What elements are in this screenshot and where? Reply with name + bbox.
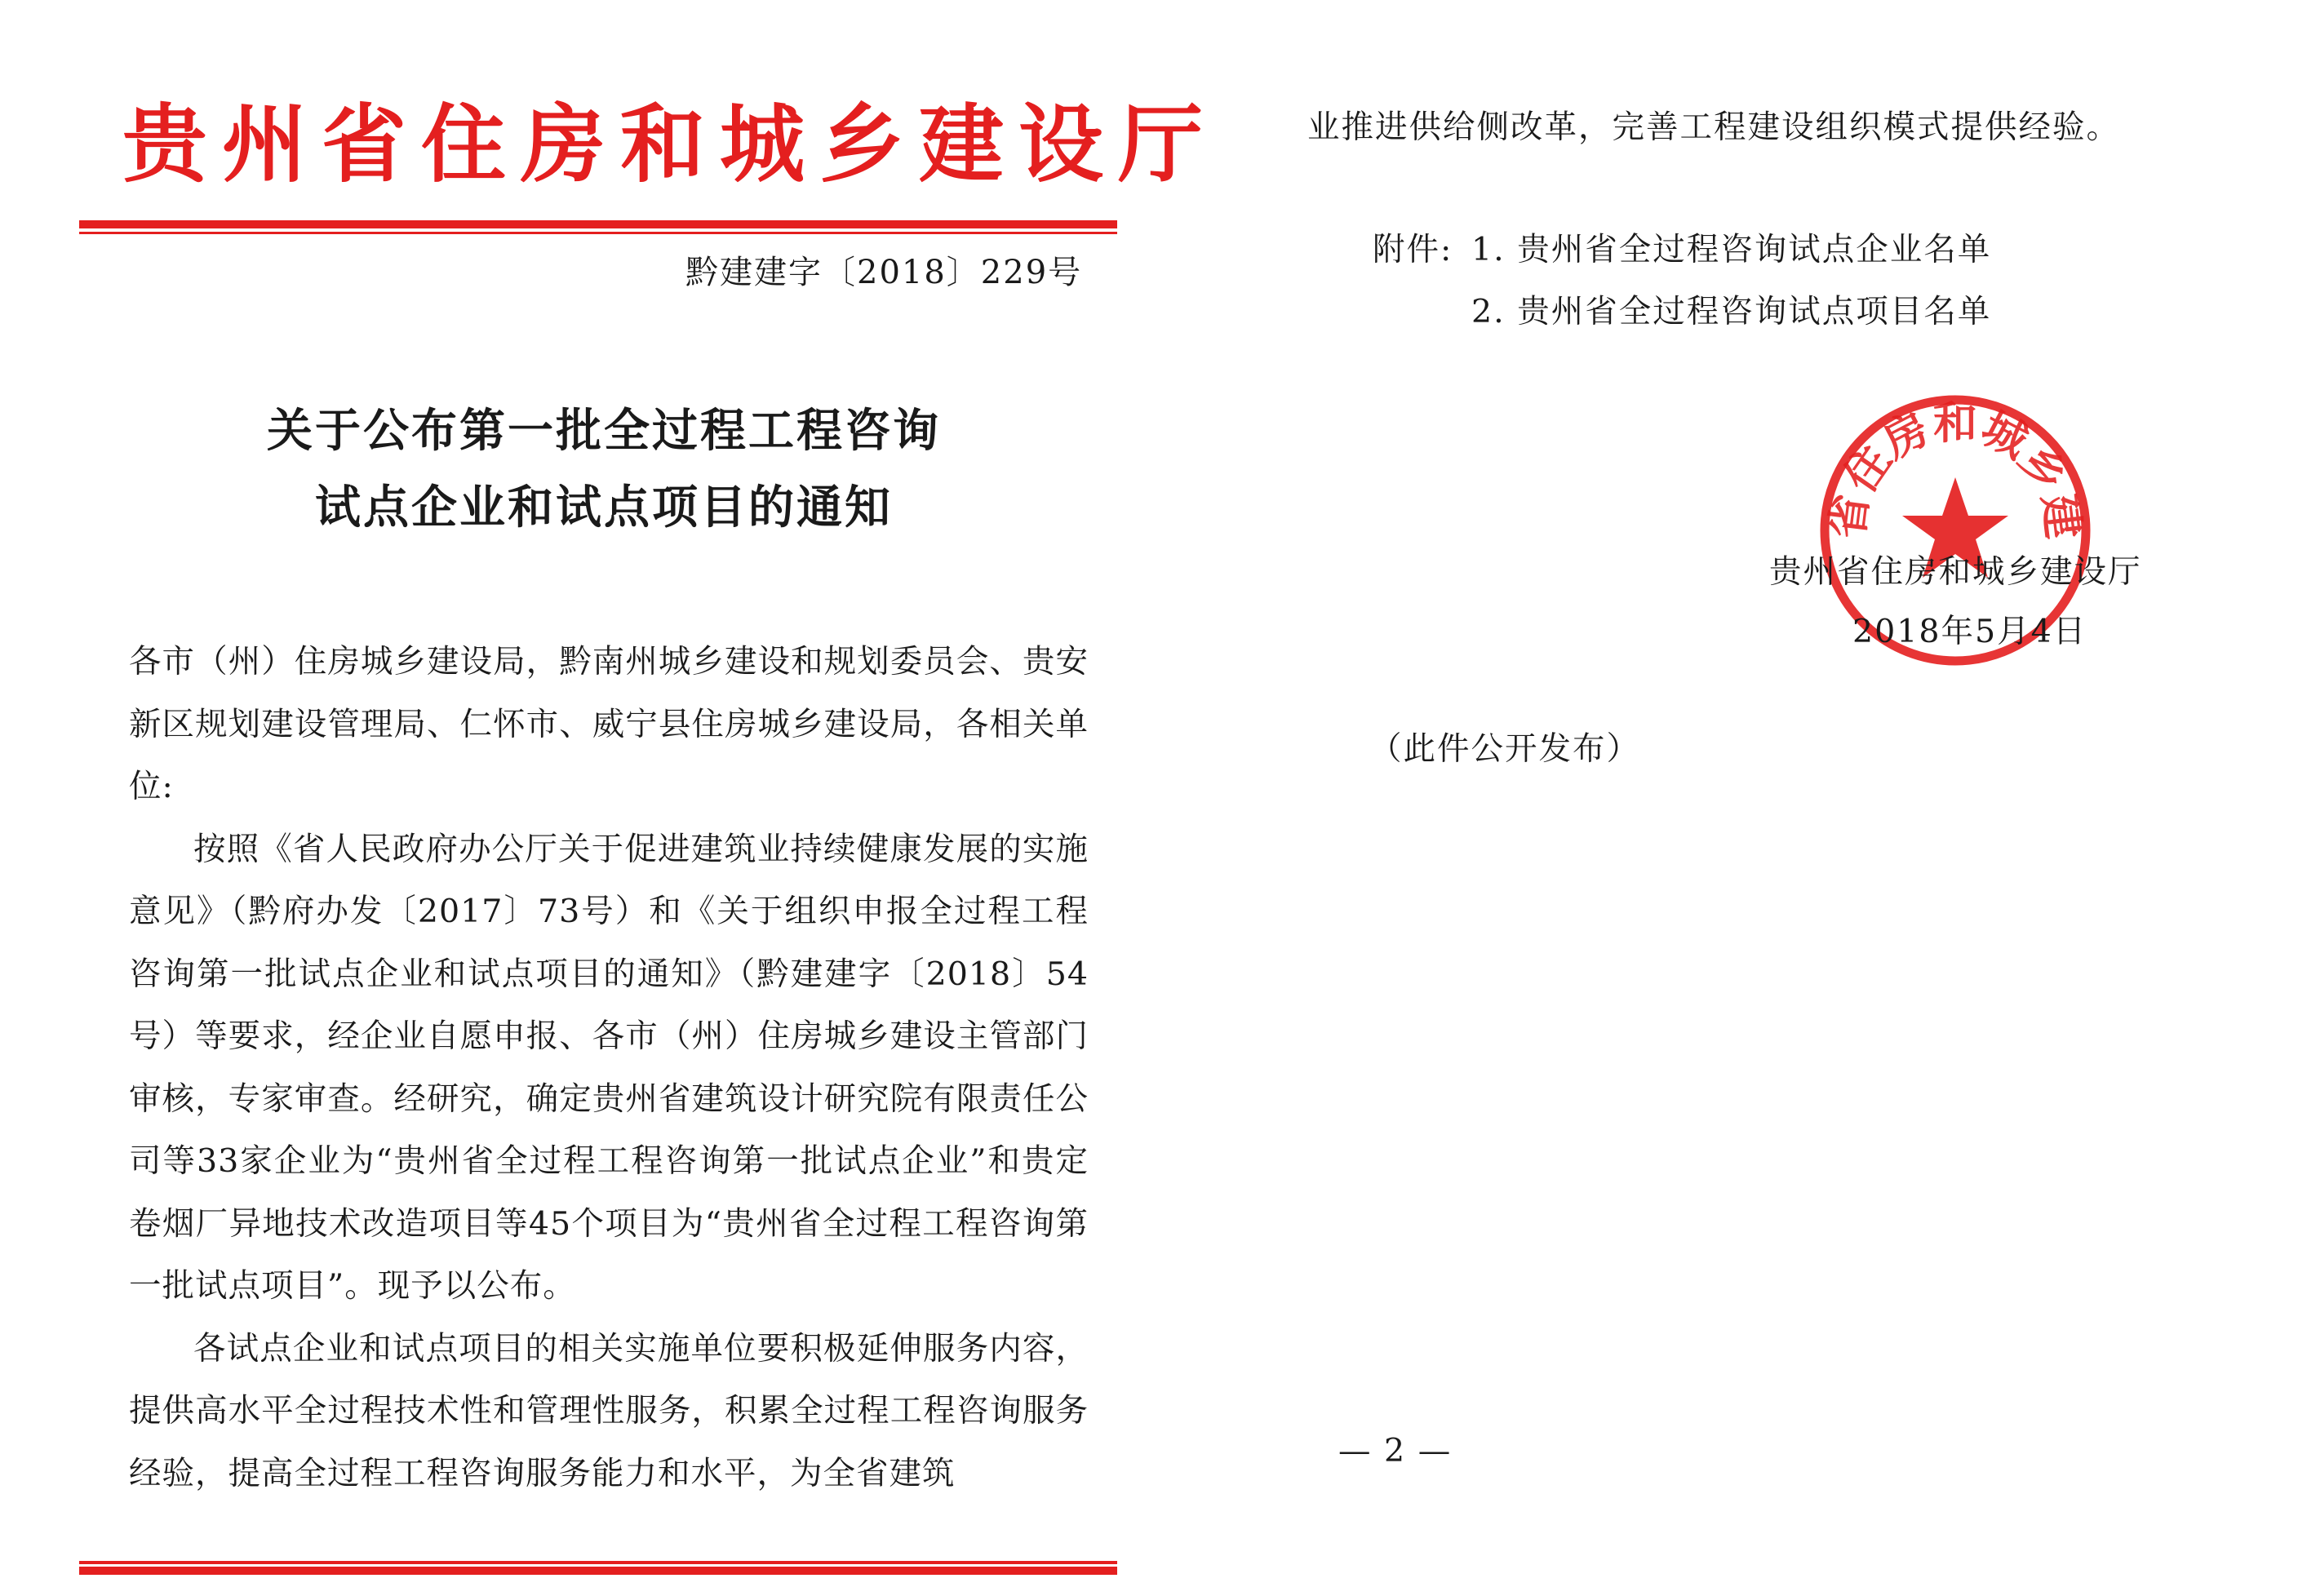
attachments-label: 附件: <box>1373 231 1453 268</box>
public-release-note: （此件公开发布） <box>1369 730 1640 768</box>
header-divider-thin <box>79 232 1117 234</box>
notice-title-line2: 试点企业和试点项目的通知 <box>315 481 893 534</box>
letterhead-title: 贵州省住房和城乡建设厅 <box>122 94 1218 194</box>
seal-text: 省住房和城乡建 <box>1820 396 2091 542</box>
signature-org: 贵州省住房和城乡建设厅 <box>1769 553 2142 591</box>
page-number: — 2 — <box>1338 1432 1453 1470</box>
attachment-item-1: 1. 贵州省全过程咨询试点企业名单 <box>1471 231 1992 268</box>
notice-title-line1: 关于公布第一批全过程工程咨询 <box>267 404 941 458</box>
paragraph-1: 按照《省人民政府办公厅关于促进建筑业持续健康发展的实施意见》（黔府办发〔2017〕73号）和《关于组织申报全过程工程咨询第一批试点企业和试点项目的通知》（黔建建字〔2018〕54号）等要求，经企业自愿申报、各市（州）住房城乡建设主管部门审核，专家审查。经研究，确定贵州省建筑设计研究院有限责任公司等33家企业为“贵州省全过程工程咨询第一批试点企业”和贵定卷烟厂异地技术改造项目等45个项目为“贵州省全过程工程咨询第一批试点项目”。现予以公布。 <box>129 830 1089 1305</box>
document-number: 黔建建字〔2018〕229号 <box>685 254 1083 291</box>
paragraph-2-continued: 业推进供给侧改革，完善工程建设组织模式提供经验。 <box>1307 109 2120 146</box>
footer-divider-thin <box>79 1561 1117 1564</box>
notice-body <box>129 631 1089 1505</box>
footer-divider <box>79 1567 1117 1575</box>
signature-date: 2018年5月4日 <box>1852 613 2087 650</box>
addressee: 各市（州）住房城乡建设局，黔南州城乡建设和规划委员会、贵安新区规划建设管理局、仁怀市、威宁县住房城乡建设局，各相关单位: <box>129 643 1089 805</box>
attachment-item-2: 2. 贵州省全过程咨询试点项目名单 <box>1471 293 1992 330</box>
header-divider <box>79 220 1117 228</box>
paragraph-2: 各试点企业和试点项目的相关实施单位要积极延伸服务内容，提供高水平全过程技术性和管理性服务，积累全过程工程咨询服务经验，提高全过程工程咨询服务能力和水平，为全省建筑 <box>129 1329 1089 1492</box>
